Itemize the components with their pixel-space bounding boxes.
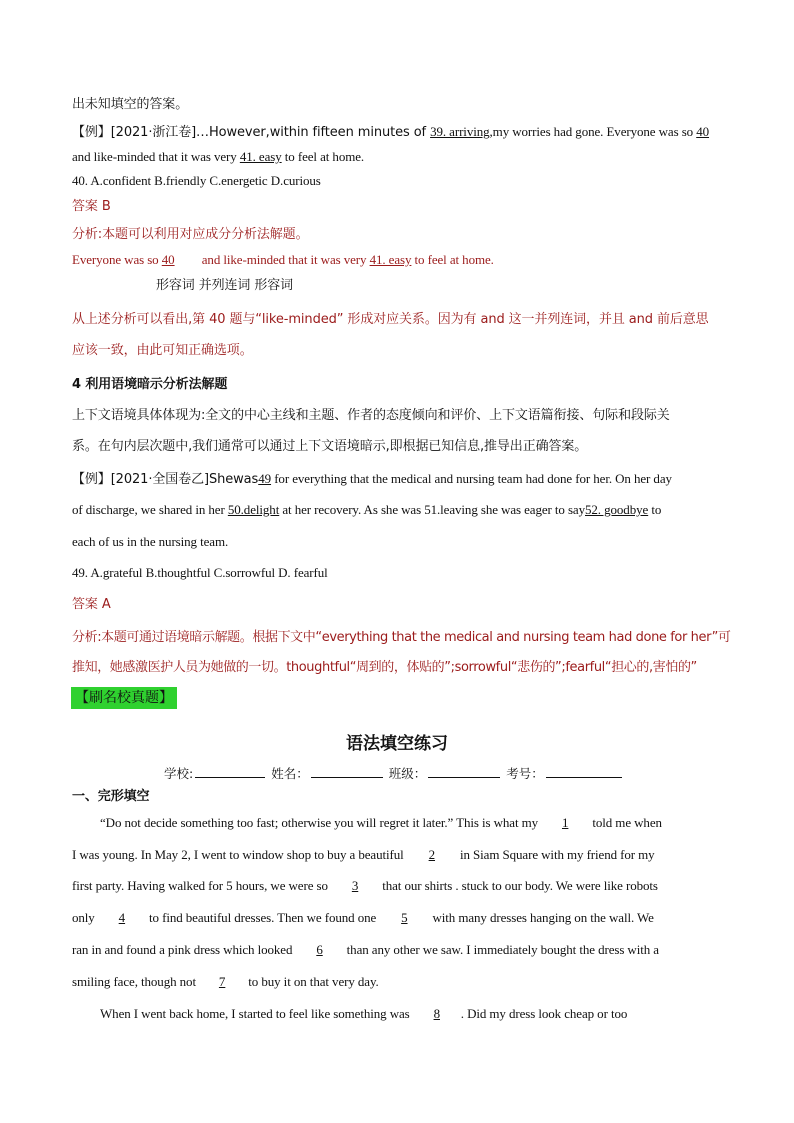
- options-line: 49. A.grateful B.thoughtful C.sorrowful D. fearful: [72, 565, 328, 580]
- name-blank[interactable]: [311, 764, 383, 778]
- number-blank[interactable]: [546, 764, 622, 778]
- passage-line: ran in and found a pink dress which looked 6 than any other we saw. I immediately bought the dress with a: [72, 940, 724, 960]
- name-label: 姓名：: [271, 766, 309, 781]
- worksheet-title: 语法填空练习: [346, 734, 448, 754]
- analysis-line: 从上述分析可以看出,第 40 题与“like-minded” 形成对应关系。因为有 and 这一并列连词，并且 and 前后意思: [72, 312, 709, 327]
- pos-labels: 形容词 并列连词 形容词: [156, 278, 294, 293]
- number-label: 考号：: [506, 766, 544, 781]
- section-tag: 【刷名校真题】: [71, 687, 177, 709]
- passage-line: only 4 to find beautiful dresses. Then we found one 5 with many dresses hanging on the wall. We: [72, 908, 724, 928]
- text-line: each of us in the nursing team.: [72, 534, 229, 549]
- text-line: of discharge, we shared in her 50.delight at her recovery. As she was 51.leaving she was eager to say52. goodbye to: [72, 502, 662, 517]
- cloze-blank[interactable]: 2: [428, 847, 436, 862]
- section-heading: 一、完形填空: [72, 789, 150, 804]
- cloze-blank[interactable]: 7: [218, 974, 226, 989]
- class-blank[interactable]: [428, 764, 500, 778]
- cloze-blank[interactable]: 1: [561, 815, 569, 830]
- passage-line: I was young. In May 2, I went to window shop to buy a beautiful 2 in Siam Square with my friend for my: [72, 845, 724, 865]
- text-line: and like-minded that it was very 41. easy to feel at home.: [72, 149, 365, 164]
- cloze-blank[interactable]: 6: [316, 942, 323, 957]
- text-line: 出未知填空的答案。: [72, 97, 189, 112]
- answer-line: 答案 A: [72, 597, 111, 612]
- cloze-blank[interactable]: 8: [433, 1006, 440, 1021]
- school-label: 学校:: [164, 766, 194, 781]
- options-line: 40. A.confident B.friendly C.energetic D.curious: [72, 173, 321, 188]
- class-label: 班级：: [388, 766, 427, 781]
- analysis-sentence: Everyone was so 40 and like-minded that it was very 41. easy to feel at home.: [72, 252, 494, 267]
- analysis-line: 推知，她感激医护人员为她做的一切。thoughtful“周到的，体贴的”;sorrowful“悲伤的”;fearful“担心的,害怕的”: [72, 660, 697, 675]
- school-blank[interactable]: [195, 764, 265, 778]
- passage-line: “Do not decide something too fast; otherwise you will regret it later.” This is what my 1 told me when: [100, 813, 724, 833]
- passage-line: When I went back home, I started to feel like something was 8 . Did my dress look cheap or too: [100, 1004, 724, 1024]
- cloze-blank[interactable]: 4: [118, 910, 126, 925]
- cloze-blank[interactable]: 5: [401, 910, 408, 925]
- example-line: 【例】[2021·全国卷乙]Shewas49 for everything that the medical and nursing team had done for her. On her day: [72, 471, 672, 487]
- answer-line: 答案 B: [72, 199, 111, 214]
- analysis-line: 应该一致，由此可知正确选项。: [72, 343, 253, 358]
- analysis-line: 分析:本题可以利用对应成分分析法解题。: [72, 227, 309, 242]
- cloze-blank[interactable]: 3: [351, 878, 359, 893]
- passage-line: smiling face, though not 7 to buy it on that very day.: [72, 972, 724, 992]
- section-heading: 4 利用语境暗示分析法解题: [72, 377, 228, 392]
- example-line: 【例】[2021·浙江卷]…However,within fifteen minutes of 39. arriving,my worries had gone. Everyone was so 40: [72, 124, 710, 140]
- analysis-line: 分析:本题可通过语境暗示解题。根据下文中“everything that the medical and nursing team had done for her”可: [72, 630, 731, 645]
- student-info-fields: [164, 764, 624, 783]
- passage-line: first party. Having walked for 5 hours, we were so 3 that our shirts . stuck to our body. We were like robots: [72, 876, 724, 896]
- text-line: 上下文语境具体体现为:全文的中心主线和主题、作者的态度倾向和评价、上下文语篇衔接、句际和段际关: [72, 408, 670, 423]
- text-line: 系。在句内层次题中,我们通常可以通过上下文语境暗示,即根据已知信息,推导出正确答案。: [72, 439, 588, 454]
